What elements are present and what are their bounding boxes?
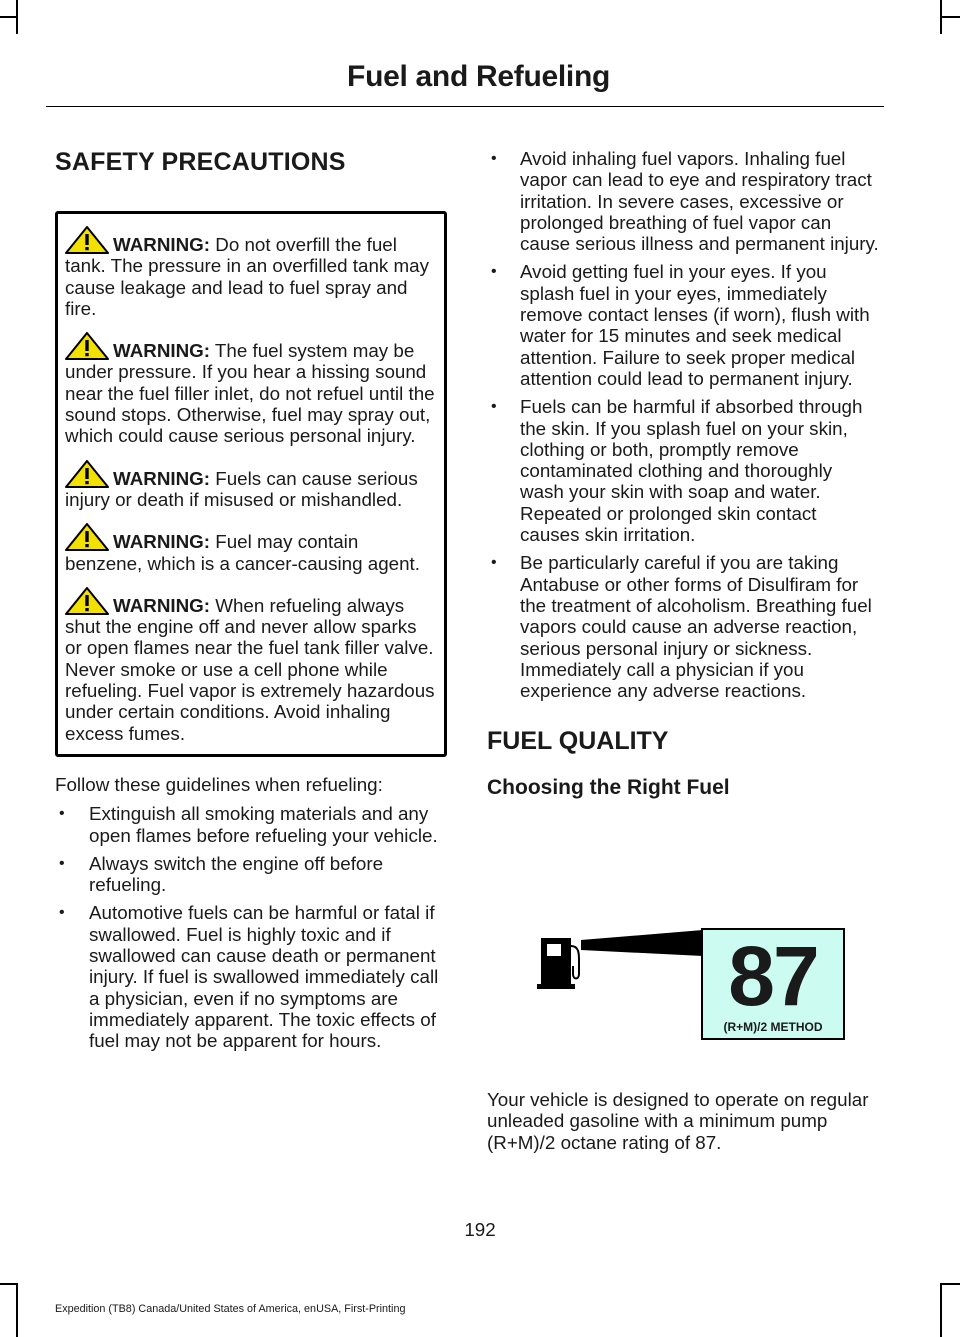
section-title-safety: SAFETY PRECAUTIONS <box>55 148 346 176</box>
octane-value: 87 <box>728 929 818 1023</box>
warning-item <box>65 460 436 511</box>
warning-text: Fuel may contain benzene, which is a cancer-causing agent. <box>65 531 420 574</box>
warning-triangle-icon <box>65 460 109 488</box>
warning-label: WARNING: <box>113 234 211 255</box>
warning-label: WARNING: <box>113 594 211 616</box>
warning-triangle-icon <box>65 523 109 551</box>
header-divider <box>46 106 884 107</box>
list-item: • Automotive fuels can be harmful or fatal if swallowed. Fuel is highly toxic and if swallowed can cause death or permanent injury. If fuel is swallowed immediately call a physician, even if no symptoms are immediately apparent. The toxic effects of fuel may not be apparent for hours. <box>55 902 447 1051</box>
left-column <box>55 148 447 1059</box>
fuel-pump-icon <box>537 928 707 1042</box>
warning-triangle-icon <box>65 587 109 615</box>
warning-box <box>55 211 447 757</box>
guidelines-intro: Follow these guidelines when refueling: <box>55 773 383 795</box>
warning-text: The fuel system may be under pressure. If you hear a hissing sound near the fuel filler inlet, do not refuel until the sound stops. Otherwise, fuel may spray out, which could cause serious personal injury. <box>65 340 435 447</box>
list-item: • Avoid getting fuel in your eyes. If you splash fuel in your eyes, immediately remove contact lenses (if worn), flush with water for 15 minutes and seek medical attention. Failure to seek proper medical attention could lead to permanent injury. <box>487 261 879 389</box>
octane-label-figure <box>537 928 847 1042</box>
crop-mark <box>0 1283 18 1285</box>
right-column <box>487 148 879 800</box>
warning-label: WARNING: <box>113 531 211 553</box>
guidelines-list-left <box>55 803 447 1051</box>
warning-item <box>65 226 436 319</box>
list-item: • Always switch the engine off before refueling. <box>55 853 447 896</box>
warning-label: WARNING: <box>113 467 211 489</box>
list-item: • Avoid inhaling fuel vapors. Inhaling fuel vapor can lead to eye and respiratory tract irritation. In severe cases, excessive or prolonged breathing of fuel vapor can cause serious illness and permanent injury. <box>487 148 879 254</box>
crop-mark <box>940 1283 960 1285</box>
octane-method: (R+M)/2 METHOD <box>723 1020 823 1034</box>
warning-label: WARNING: <box>113 340 211 362</box>
warning-text: Fuels can cause serious injury or death if misused or mishandled. <box>65 467 418 510</box>
footer-text: Expedition (TB8) Canada/United States of America, enUSA, First-Printing <box>55 1303 406 1315</box>
octane-rating-label <box>701 928 845 1040</box>
crop-mark <box>940 1283 942 1337</box>
crop-mark <box>0 16 18 18</box>
warning-item <box>65 332 436 446</box>
crop-mark <box>16 1283 18 1337</box>
section-title-fuel-quality: FUEL QUALITY <box>487 727 669 756</box>
warning-text: Do not overfill the fuel tank. The pressure in an overfilled tank may cause leakage and lead to fuel spray and fire. <box>65 234 429 319</box>
guidelines-list-right <box>487 148 879 701</box>
subsection-title-right-fuel: Choosing the Right Fuel <box>487 776 730 800</box>
list-item: • Fuels can be harmful if absorbed through the skin. If you splash fuel on your skin, clothing or both, promptly remove contaminated clothing and thoroughly wash your skin with soap and water. Repeated or prolonged skin contact causes skin irritation. <box>487 396 879 545</box>
warning-item <box>65 587 436 744</box>
warning-text: When refueling always shut the engine off and never allow sparks or open flames near the fuel tank filler valve. Never smoke or use a cell phone while refueling. Fuel vapor is extremely hazardous under certain conditions. Avoid inhaling excess fumes. <box>65 594 435 744</box>
list-item: • Extinguish all smoking materials and any open flames before refueling your vehicle. <box>55 803 447 846</box>
warning-item <box>65 523 436 574</box>
warning-triangle-icon <box>65 226 109 254</box>
fuel-requirement-paragraph: Your vehicle is designed to operate on regular unleaded gasoline with a minimum pump (R+M)/2 octane rating of 87. <box>487 1089 869 1153</box>
warning-triangle-icon <box>65 332 109 360</box>
crop-mark <box>940 16 960 18</box>
list-item: • Be particularly careful if you are taking Antabuse or other forms of Disulfiram for the treatment of alcoholism. Breathing fuel vapors could cause an adverse reaction, serious personal injury or sickness. Immediately call a physician if you experience any adverse reactions. <box>487 552 879 701</box>
page-title: Fuel and Refueling <box>347 60 610 93</box>
page-number: 192 <box>464 1219 496 1240</box>
